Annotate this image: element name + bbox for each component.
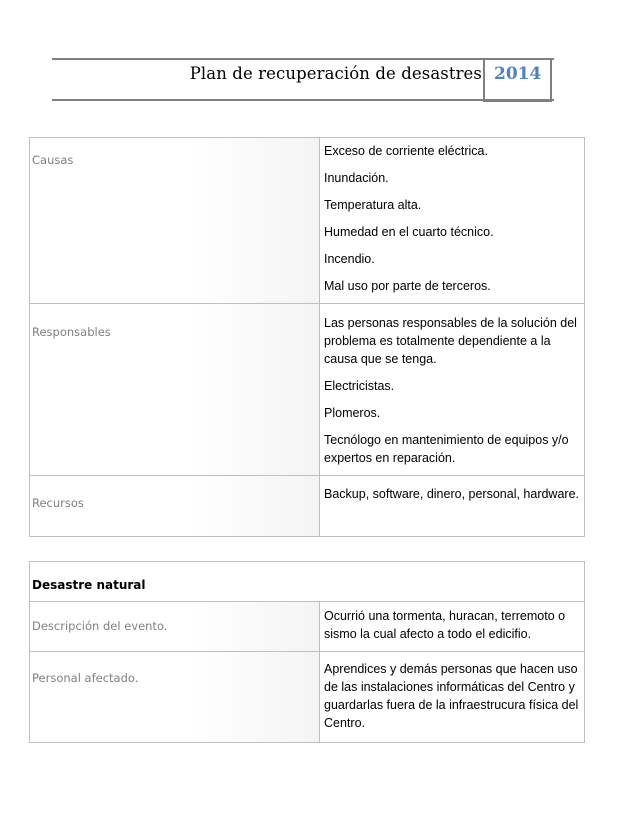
list-item: Inundación.: [324, 171, 389, 185]
row-content: [324, 314, 582, 476]
year-box: [483, 59, 552, 102]
header-bottom-rule: [52, 99, 554, 101]
list-item: Las personas responsables de la solución del problema es totalmente dependiente a la causa que se tenga.: [324, 316, 577, 366]
column-divider: [319, 602, 320, 651]
list-item: Ocurrió una tormenta, huracan, terremoto o sismo la cual afecto a todo el edicifio.: [324, 609, 566, 641]
table-row-title: [30, 562, 584, 602]
row-label: Causas: [32, 153, 74, 167]
row-label-cell: [30, 652, 319, 742]
table-row-causas: [30, 138, 584, 304]
list-item: Plomeros.: [324, 406, 381, 420]
list-item: Electricistas.: [324, 379, 395, 393]
row-content: [324, 607, 582, 652]
row-label: Responsables: [32, 325, 111, 339]
row-label: Descripción del evento.: [32, 619, 168, 633]
row-content: [324, 660, 582, 741]
column-divider: [319, 304, 320, 475]
table-row-recursos: [30, 476, 584, 536]
list-item: Temperatura alta.: [324, 198, 422, 212]
list-item: Tecnólogo en mantenimiento de equipos y/o expertos en reparación.: [324, 433, 569, 465]
row-label: Personal afectado.: [32, 671, 139, 685]
page-header: [52, 58, 554, 104]
column-divider: [319, 138, 320, 303]
column-divider: [319, 652, 320, 742]
list-item: Backup, software, dinero, personal, hardware.: [324, 487, 579, 501]
causes-table: [29, 137, 585, 537]
row-content: [324, 142, 582, 304]
table-row-responsables: [30, 304, 584, 476]
list-item: Exceso de corriente eléctrica.: [324, 144, 488, 158]
list-item: Humedad en el cuarto técnico.: [324, 225, 494, 239]
row-content: [324, 485, 582, 512]
document-title: Plan de recuperación de desastres: [189, 64, 482, 83]
section-title: Desastre natural: [32, 578, 146, 592]
document-year: 2014: [494, 64, 542, 84]
header-top-rule: [52, 58, 554, 60]
list-item: Aprendices y demás personas que hacen uso de las instalaciones informáticas del Centro y guardarlas fuera de la infraestrucura física del Centro.: [324, 662, 579, 730]
list-item: Incendio.: [324, 252, 375, 266]
natural-disaster-table: [29, 561, 585, 743]
row-label: Recursos: [32, 496, 84, 510]
table-row-personal: [30, 652, 584, 742]
table-row-descripcion: [30, 602, 584, 652]
column-divider: [319, 476, 320, 536]
list-item: Mal uso por parte de terceros.: [324, 279, 491, 293]
